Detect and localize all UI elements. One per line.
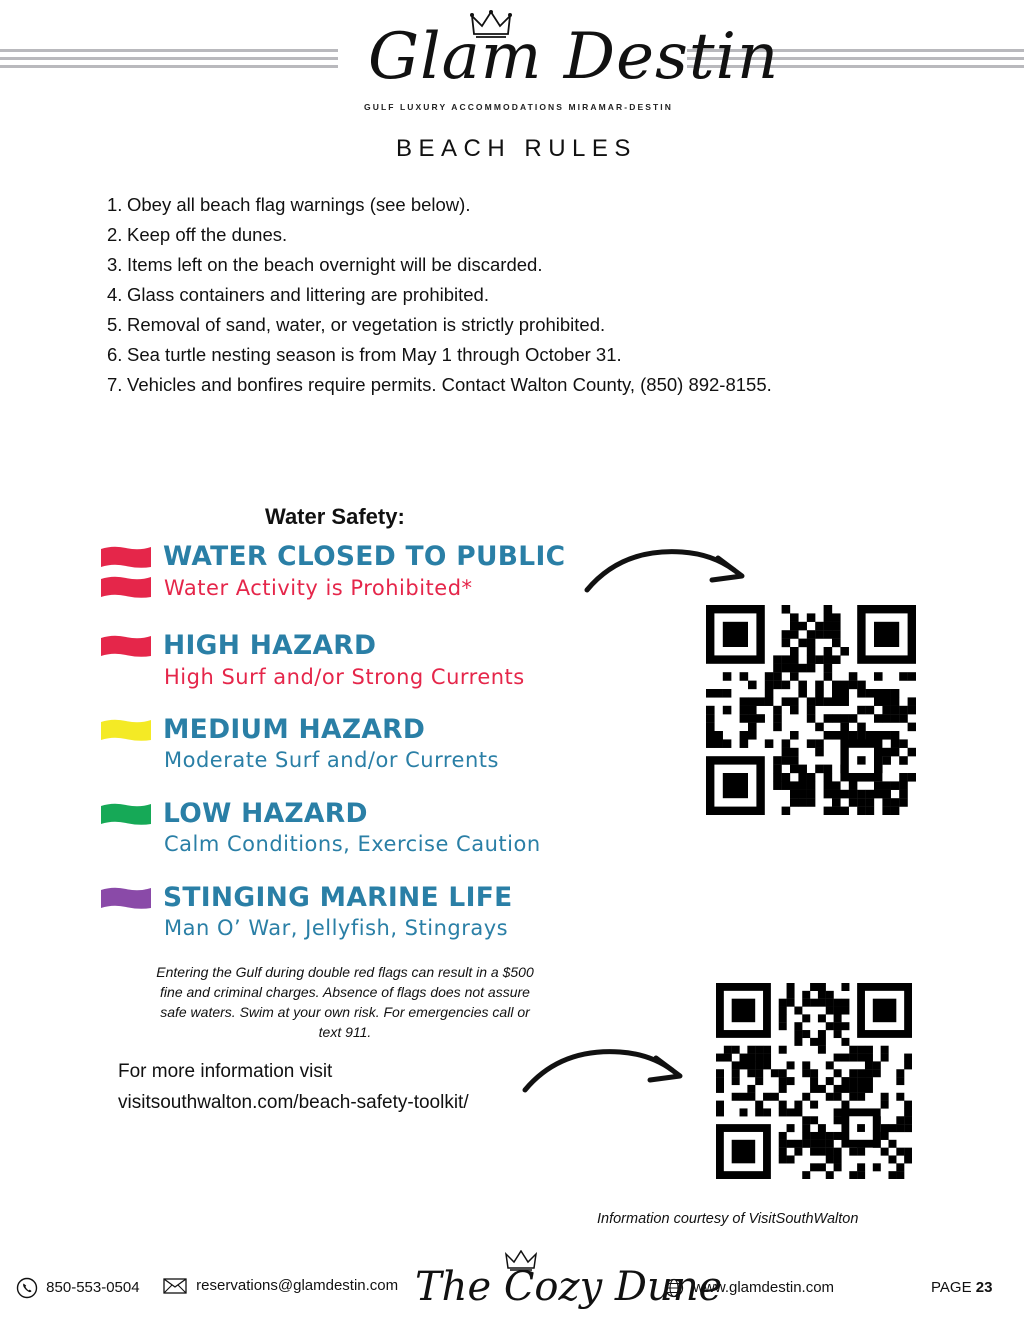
- page-title: BEACH RULES: [396, 135, 637, 162]
- globe-icon: [664, 1278, 684, 1298]
- flag-heading-high: HIGH HAZARD: [163, 630, 377, 661]
- logo-tagline: GULF LUXURY ACCOMMODATIONS MIRAMAR-DESTIN: [364, 102, 673, 112]
- flag-heading-low: LOW HAZARD: [163, 798, 368, 829]
- more-info: For more information visit visitsouthwalton.com/beach-safety-toolkit/: [118, 1056, 469, 1118]
- courtesy-note: Information courtesy of VisitSouthWalton: [597, 1211, 859, 1227]
- yellow-flag-icon: [101, 718, 151, 746]
- flag-sub-stinging: Man O’ War, Jellyfish, Stingrays: [164, 916, 509, 940]
- flag-sub-high: High Surf and/or Strong Currents: [164, 665, 525, 689]
- fine-note: Entering the Gulf during double red flags can result in a $500 fine and criminal charges. Absence of flags does not assure safe waters. Swim at your own risk. For emergencies call or text 911.: [156, 964, 534, 1040]
- qr-code[interactable]: [716, 983, 912, 1179]
- mail-icon: [163, 1278, 187, 1294]
- double-red-flag-icon: [101, 545, 151, 601]
- footer-email[interactable]: reservations@glamdestin.com: [163, 1277, 398, 1294]
- arrow-icon: [520, 1040, 686, 1096]
- water-safety-title: Water Safety:: [265, 504, 405, 529]
- page-number: PAGE 23: [931, 1279, 993, 1296]
- info-link[interactable]: visitsouthwalton.com/beach-safety-toolkit/: [118, 1092, 469, 1113]
- list-item: 6. Sea turtle nesting season is from May 1 through October 31.: [107, 344, 622, 365]
- arrow-icon: [582, 540, 748, 596]
- flag-sub-closed: Water Activity is Prohibited*: [164, 576, 473, 600]
- list-item: 3. Items left on the beach overnight will be discarded.: [107, 254, 543, 275]
- phone-icon: [16, 1277, 38, 1299]
- red-flag-icon: [101, 634, 151, 662]
- logo-script: Glam Destin: [368, 20, 780, 94]
- flag-heading-stinging: STINGING MARINE LIFE: [163, 882, 513, 913]
- footer-website[interactable]: www.glamdestin.com: [664, 1278, 834, 1298]
- flag-heading-medium: MEDIUM HAZARD: [163, 714, 426, 745]
- list-item: 2. Keep off the dunes.: [107, 224, 288, 245]
- header-stripes-left: [0, 49, 338, 73]
- flag-sub-low: Calm Conditions, Exercise Caution: [164, 832, 541, 856]
- qr-code[interactable]: [706, 605, 916, 815]
- list-item: 7. Vehicles and bonfires require permits. Contact Walton County, (850) 892-8155.: [107, 374, 772, 395]
- footer-phone[interactable]: 850-553-0504: [16, 1277, 140, 1299]
- list-item: 4. Glass containers and littering are prohibited.: [107, 284, 489, 305]
- brand-script: The Cozy Dune: [415, 1264, 723, 1310]
- rules-list: [107, 190, 772, 400]
- footer-brand: [415, 1250, 723, 1322]
- flag-heading-closed: WATER CLOSED TO PUBLIC: [163, 541, 566, 572]
- list-item: 5. Removal of sand, water, or vegetation is strictly prohibited.: [107, 314, 606, 335]
- list-item: 1. Obey all beach flag warnings (see below).: [107, 194, 471, 215]
- flag-sub-medium: Moderate Surf and/or Currents: [164, 748, 499, 772]
- purple-flag-icon: [101, 886, 151, 914]
- logo: [356, 6, 780, 118]
- green-flag-icon: [101, 802, 151, 830]
